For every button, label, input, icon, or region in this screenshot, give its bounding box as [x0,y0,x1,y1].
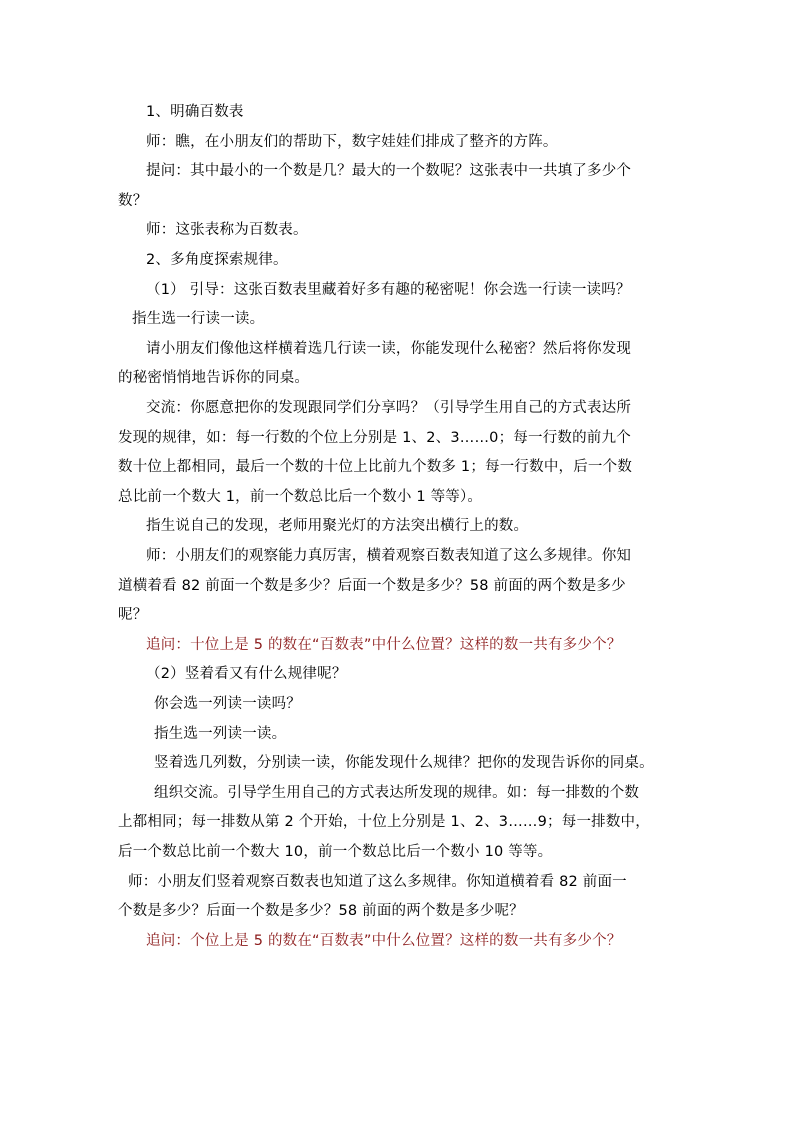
highlighted-question-line: 追问：十位上是 5 的数在“百数表”中什么位置？这样的数一共有多少个？ [146,636,622,653]
text-line: 竖着选几列数，分别读一读，你能发现什么规律？把你的发现告诉你的同桌。 [154,755,654,772]
text-line: 组织交流。引导学生用自己的方式表达所发现的规律。如：每一排数的个数 [154,784,640,801]
text-line: 师：瞧，在小朋友们的帮助下，数字娃娃们排成了整齐的方阵。 [146,133,558,150]
text-line: 2、多角度探索规律。 [146,252,288,268]
text-line: 数十位上都相同，最后一个数的十位上比前九个数多 1；每一行数中，后一个数 [118,459,633,476]
text-line: 你会选一列读一读吗？ [154,696,301,712]
highlighted-question-line: 追问：个位上是 5 的数在“百数表”中什么位置？这样的数一共有多少个？ [146,932,622,949]
text-line: 后一个数总比前一个数大 10，前一个数总比后一个数小 10 等等。 [118,844,553,860]
text-line: 数？ [118,192,148,209]
text-line: 指生选一行读一读。 [132,311,265,328]
text-line: 发现的规律，如：每一行数的个位上分别是 1、2、3……0；每一行数的前九个 [118,429,631,446]
text-line: 请小朋友们像他这样横着选几行读一读，你能发现什么秘密？然后将你发现 [146,340,632,357]
text-line: （1） 引导：这张百数表里藏着好多有趣的秘密呢！你会选一行读一读吗？ [146,281,631,298]
text-line: 1、明确百数表 [146,104,244,120]
text-line: 指生说自己的发现，老师用聚光灯的方法突出横行上的数。 [146,518,529,535]
text-line: 道横着看 82 前面一个数是多少？后面一个数是多少？58 前面的两个数是多少 [118,577,626,594]
text-line: 总比前一个数大 1，前一个数总比后一个数小 1 等等）。 [118,488,483,505]
text-line: 指生选一列读一读。 [154,725,287,742]
text-line: 师：小朋友们竖着观察百数表也知道了这么多规律。你知道横着看 82 前面一 [128,873,627,890]
text-line: 交流：你愿意把你的发现跟同学们分享吗？（引导学生用自己的方式表达所 [146,400,632,416]
text-line: （2）竖着看又有什么规律呢？ [146,666,347,683]
text-line: 师：这张表称为百数表。 [146,222,308,239]
text-line: 师：小朋友们的观察能力真厉害，横着观察百数表知道了这么多规律。你知 [146,548,632,564]
text-line: 个数是多少？后面一个数是多少？58 前面的两个数是多少呢？ [118,903,524,920]
text-line: 提问：其中最小的一个数是几？最大的一个数呢？这张表中一共填了多少个 [146,163,632,180]
text-line: 的秘密悄悄地告诉你的同桌。 [118,370,310,387]
text-line: 呢？ [118,607,148,624]
text-line: 上都相同；每一排数从第 2 个开始，十位上分别是 1、2、3……9；每一排数中， [118,814,650,831]
